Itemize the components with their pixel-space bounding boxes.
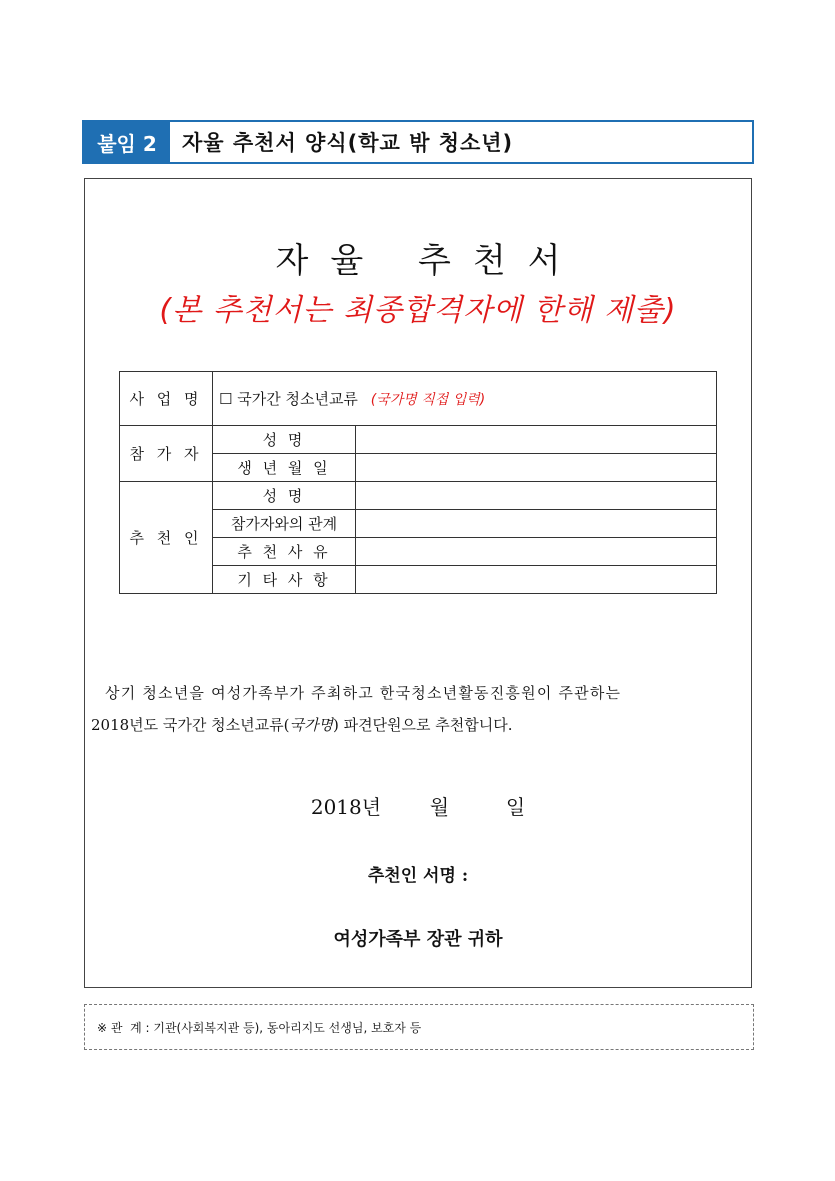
participant-birth-field[interactable] [356, 454, 717, 482]
footnote-box [84, 1004, 754, 1050]
form-subtitle: (본 추천서는 최종합격자에 한해 제출) [159, 293, 677, 328]
addressee-line: 여성가족부 장관 귀하 [333, 929, 503, 950]
recommender-other-field[interactable] [356, 566, 717, 594]
date-month: 월 [429, 795, 450, 819]
attachment-title: 자율 추천서 양식(학교 밖 청소년) [182, 131, 514, 155]
statement-line-2-start: 2018년도 국가간 청소년교류( [91, 716, 290, 734]
signature-line: 추천인 서명 : [367, 866, 469, 886]
statement-line-2-end: ) 파견단원으로 추천합니다. [332, 716, 513, 734]
recommender-name-field[interactable] [356, 482, 717, 510]
statement-line-2 [91, 709, 747, 741]
statement-paragraph [91, 677, 747, 741]
form-table [119, 371, 717, 594]
statement-line-1: 상기 청소년을 여성가족부가 주최하고 한국청소년활동진흥원이 주관하는 [105, 684, 622, 702]
date-year: 2018년 [310, 795, 382, 819]
business-value: 국가간 청소년교류 [237, 390, 358, 408]
recommendation-form [84, 178, 752, 988]
recommender-label: 추 천 인 [120, 482, 213, 594]
recommender-relation-label: 참가자와의 관계 [213, 510, 356, 538]
recommender-reason-field[interactable] [356, 538, 717, 566]
participant-name-label: 성 명 [213, 426, 356, 454]
participant-birth-label: 생 년 월 일 [213, 454, 356, 482]
recommender-other-label: 기 타 사 항 [213, 566, 356, 594]
recommender-name-label: 성 명 [213, 482, 356, 510]
recommender-relation-field[interactable] [356, 510, 717, 538]
date-line [85, 791, 751, 820]
participant-label: 참 가 자 [120, 426, 213, 482]
form-title: 자율 추천서 [275, 241, 583, 281]
business-value-cell [213, 372, 717, 426]
business-checkbox[interactable]: ☐ [219, 390, 233, 408]
recommender-reason-label: 추 천 사 유 [213, 538, 356, 566]
footnote-text: ※ 관 계 : 기관(사회복지관 등), 동아리지도 선생님, 보호자 등 [97, 1020, 422, 1035]
date-day: 일 [505, 795, 526, 819]
statement-country: 국가명 [289, 716, 333, 734]
business-label: 사 업 명 [120, 372, 213, 426]
attachment-header [82, 120, 754, 164]
participant-name-field[interactable] [356, 426, 717, 454]
business-note: (국가명 직접 입력) [370, 392, 486, 408]
attachment-tag: 붙임 2 [84, 122, 170, 162]
